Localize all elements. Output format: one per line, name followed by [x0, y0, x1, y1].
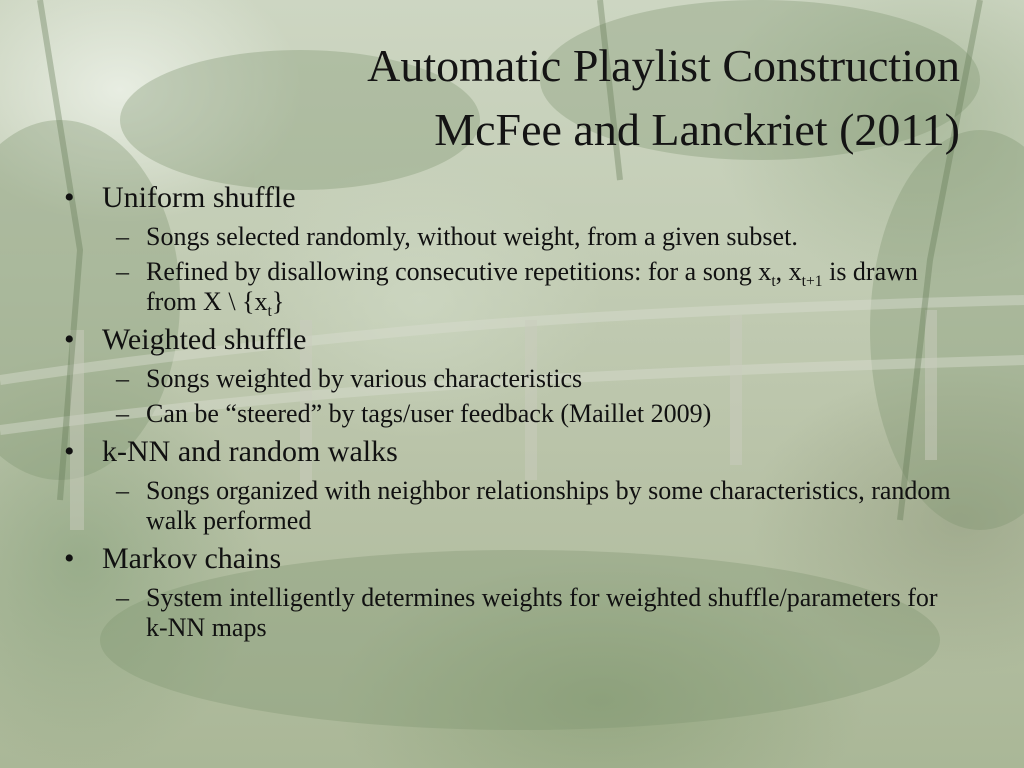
bullet-list: [58, 180, 958, 648]
bullet-label: Weighted shuffle: [102, 323, 307, 356]
dash-marker: –: [116, 583, 129, 612]
title-line-1: Automatic Playlist Construction: [367, 40, 960, 91]
sub-item: [58, 476, 958, 536]
slide-title: [60, 34, 960, 162]
bullet-label: Markov chains: [102, 542, 282, 575]
subscript: t: [267, 303, 272, 321]
sub-item: [58, 364, 958, 394]
sub-item: [58, 257, 958, 321]
sub-item: [58, 583, 958, 643]
bullet-marker: •: [64, 181, 75, 214]
sub-item: [58, 222, 958, 252]
text-fragment: , x: [775, 257, 802, 286]
title-line-2: McFee and Lanckriet (2011): [434, 104, 960, 155]
text-fragment: }: [271, 287, 285, 316]
bullet-marker: •: [64, 542, 75, 575]
bullet-uniform-shuffle: [58, 180, 958, 216]
sub-item-text: [146, 257, 918, 321]
dash-marker: –: [116, 476, 129, 505]
sub-item-text: System intelligently determines weights for weighted shuffle/parameters for k-NN maps: [146, 583, 938, 642]
bullet-knn-random-walks: [58, 434, 958, 470]
sub-item-text: Songs organized with neighbor relationships by some characteristics, random walk performed: [146, 476, 951, 535]
dash-marker: –: [116, 257, 129, 286]
bullet-markov-chains: [58, 541, 958, 577]
text-fragment: Refined by disallowing consecutive repetitions: for a song x: [146, 257, 772, 286]
bullet-label: Uniform shuffle: [102, 181, 296, 214]
subscript: t: [771, 273, 776, 291]
text-fragment: is drawn from X \ {x: [146, 257, 918, 316]
bullet-weighted-shuffle: [58, 322, 958, 358]
sub-item-text: Can be “steered” by tags/user feedback (Maillet 2009): [146, 399, 712, 428]
sub-item: [58, 399, 958, 429]
bullet-marker: •: [64, 435, 75, 468]
sub-item-text: Songs selected randomly, without weight, from a given subset.: [146, 222, 798, 251]
bullet-label: k-NN and random walks: [102, 435, 398, 468]
sub-item-text: Songs weighted by various characteristics: [146, 364, 583, 393]
dash-marker: –: [116, 364, 129, 393]
dash-marker: –: [116, 222, 129, 251]
bullet-marker: •: [64, 323, 75, 356]
dash-marker: –: [116, 399, 129, 428]
subscript: t+1: [801, 273, 823, 291]
